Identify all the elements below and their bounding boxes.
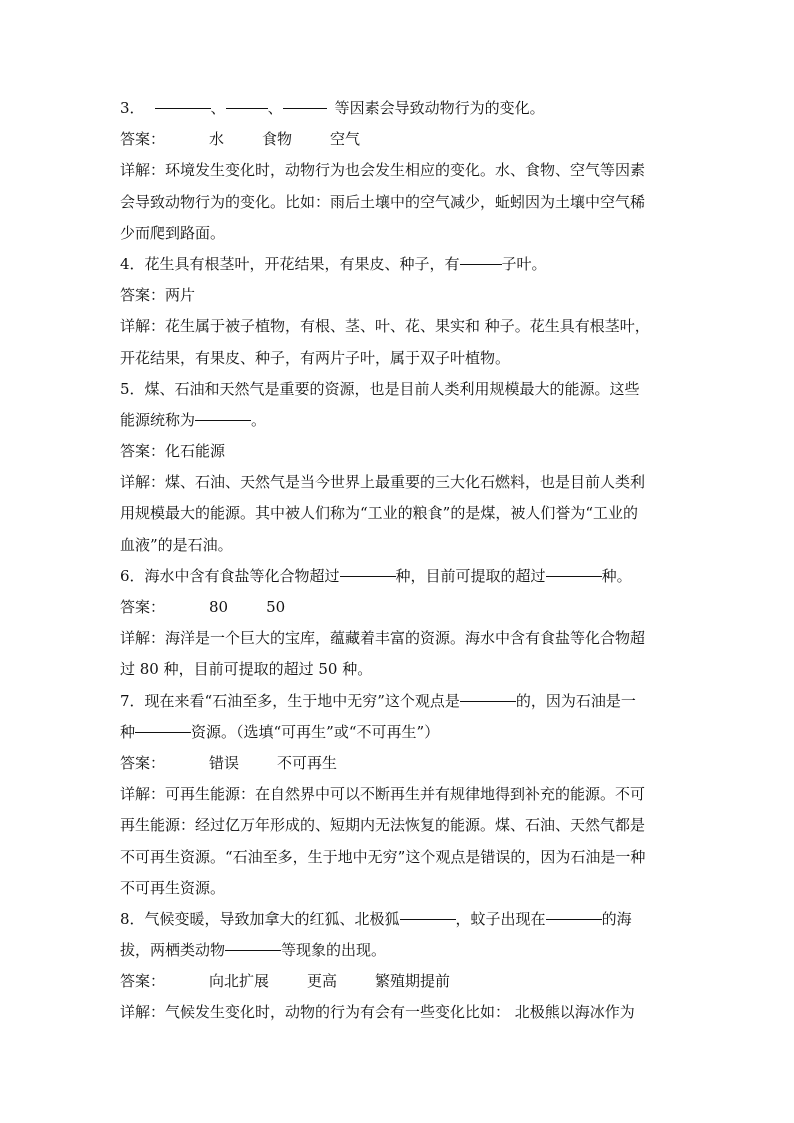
answer-blank [400,918,456,920]
explanation-line: 过 80 种，目前可提取的超过 50 种。 [120,660,373,679]
answer-label: 答案： [120,598,166,616]
question-5: 5．煤、石油和天然气是重要的资源，也是目前人类利用规模最大的能源。这些 [120,379,640,398]
answer-line: 答案：化石能源 [120,442,226,461]
answer-value: 更高 [307,972,338,991]
answer-blank [340,575,396,577]
answer-blank [283,107,327,109]
explanation-line: 开花结果，有果皮、种子，有两片子叶，属于双子叶植物。 [120,348,511,367]
question-4: 4．花生具有根茎叶，开花结果，有果皮、种子，有 子叶。 [120,254,547,273]
answer-blank [226,107,268,109]
explanation-line: 详解：气候发生变化时，动物的行为有会有一些变化比如： 北极熊以海冰作为 [120,1003,635,1022]
question-text: 等因素会导致动物行为的变化。 [334,99,545,117]
answer-line: 答案：两片 [120,286,196,305]
question-8-cont: 拔，两栖类动物 等现象的出现。 [120,941,387,960]
answer-blank [546,575,602,577]
question-6: 6．海水中含有食盐等化合物超过 种，目前可提取的超过 种。 [120,566,632,585]
answer-blank [135,731,191,733]
answer-blank [225,949,281,951]
answer-line [120,966,680,997]
question-number: 3． [120,99,145,117]
explanation-line: 再生能源：经过亿万年形成的、短期内无法恢复的能源。煤、石油、天然气都是 [120,816,646,835]
answer-value: 空气 [330,130,361,149]
question-5-cont: 能源统称为 。 [120,410,267,429]
answer-label: 答案： [120,753,166,772]
answer-blank [460,263,502,265]
answer-value: 80 [209,598,229,616]
answer-value: 不可再生 [277,753,338,772]
answer-blank [155,107,211,109]
explanation-line: 血液”的是石油。 [120,535,233,554]
question-3: 3． 、 、 等因素会导致动物行为的变化。 [120,99,545,117]
answer-label: 答案： [120,972,166,991]
answer-blank [195,419,251,421]
answer-value: 食物 [262,130,293,149]
document-page [120,93,680,1029]
answer-line [120,592,680,623]
answer-value: 错误 [209,753,240,772]
answer-line [120,124,680,155]
explanation-line: 详解：海洋是一个巨大的宝库，蕴藏着丰富的资源。海水中含有食盐等化合物超 [120,629,646,648]
explanation-line: 不可再生资源。“石油至多，生于地中无穷”这个观点是错误的，因为石油是一种 [120,847,646,866]
explanation-line: 会导致动物行为的变化。比如：雨后土壤中的空气减少，蚯蚓因为土壤中空气稀 [120,192,646,211]
question-7: 7．现在来看“石油至多，生于地中无穷”这个观点是 的，因为石油是一 [120,691,636,710]
answer-label: 答案： [120,130,166,149]
answer-line [120,748,680,779]
explanation-line: 详解：环境发生变化时，动物行为也会发生相应的变化。水、食物、空气等因素 [120,161,646,180]
question-8: 8．气候变暖，导致加拿大的红狐、北极狐 ，蚊子出现在 的海 [120,909,632,928]
explanation-line: 少而爬到路面。 [120,223,226,242]
answer-blank [460,700,516,702]
explanation-line: 用规模最大的能源。其中被人们称为“工业的粮食”的是煤，被人们誉为“工业的 [120,504,639,523]
explanation-line: 详解：可再生能源：在自然界中可以不断再生并有规律地得到补充的能源。不可 [120,785,646,804]
answer-value: 水 [209,130,225,149]
answer-value: 50 [266,598,286,616]
explanation-line: 详解：煤、石油、天然气是当今世界上最重要的三大化石燃料，也是目前人类利 [120,473,646,492]
question-7-cont: 种 资源。（选填“可再生”或“不可再生”） [120,722,440,741]
question-text: 4．花生具有根茎叶，开花结果，有果皮、种子，有 [120,254,460,273]
answer-blank [546,918,602,920]
explanation-line: 不可再生资源。 [120,878,226,897]
answer-value: 向北扩展 [209,972,270,991]
answer-value: 繁殖期提前 [375,972,451,991]
explanation-line: 详解：花生属于被子植物，有根、茎、叶、花、果实和 种子。花生具有根茎叶， [120,317,650,336]
